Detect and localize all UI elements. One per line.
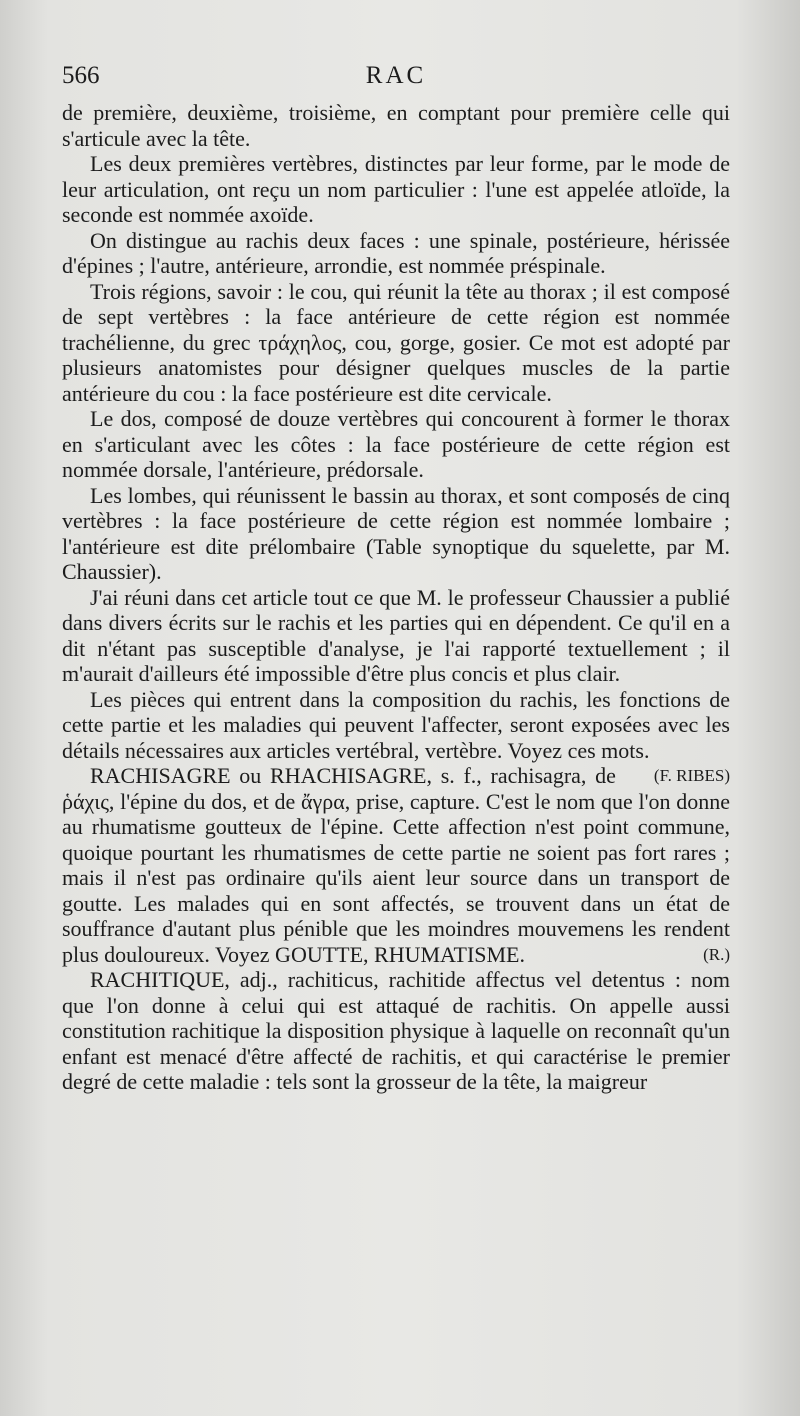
page-number: 566 xyxy=(62,62,100,89)
author-signature: (F. RIBES) xyxy=(653,766,730,785)
paragraph-with-signature xyxy=(62,686,730,785)
paragraph: Trois régions, savoir : le cou, qui réunit la tête au thorax ; il est composé de sept vertèbres : la face antérieure de cette région est nommée trachélienne, du grec τράχηλος, cou, gorge, gosier. Ce mot est adopté par plusieurs anatomistes pour désigner quelques muscles de la partie antérieure du cou : la face postérieure est dite cervicale. xyxy=(62,278,730,406)
page-header xyxy=(62,62,730,98)
body-text xyxy=(62,100,730,1095)
paragraph: Les deux premières vertèbres, distinctes par leur forme, par le mode de leur articulation, ont reçu un nom particulier : l'une est appelée atloïde, la seconde est nommée axoïde. xyxy=(62,151,730,227)
paragraph: Les pièces qui entrent dans la composition du rachis, les fonctions de cette partie et les maladies qui peuvent l'affecter, seront exposées avec les détails nécessaires aux articles vertébral, vertèbre. Voyez ces mots. xyxy=(62,686,730,763)
author-signature: (R.) xyxy=(703,944,730,964)
paragraph: Les lombes, qui réunissent le bassin au thorax, et sont composés de cinq vertèbres : la face postérieure de cette région est nommée lombaire ; l'antérieure est dite prélombaire (Table synoptique du squelette, par M. Chaussier). xyxy=(62,482,730,584)
paragraph: RACHISAGRE ou RHACHISAGRE, s. f., rachisagra, de ῥάχις, l'épine du dos, et de ἄγρα, prise, capture. C'est le nom que l'on donne au rhumatisme goutteux de l'épine. Cette affection n'est point commune, quoique pourtant les rhumatismes de cette partie ne soient pas fort rares ; mais il n'est pas ordinaire qu'ils aient leur source dans un transport de goutte. Les malades qui en sont affectés, se trouvent dans un état de souffrance d'autant plus pénible que les moindres mouvemens les rendent plus douloureux. Voyez GOUTTE, RHUMATISME. xyxy=(62,763,730,967)
paragraph: Le dos, composé de douze vertèbres qui concourent à former le thorax en s'articulant avec les côtes : la face postérieure de cette région est nommée dorsale, l'antérieure, prédorsale. xyxy=(62,406,730,482)
entry-rachisagre xyxy=(62,763,730,967)
running-head: RAC xyxy=(365,62,427,89)
entry-rachitique: RACHITIQUE, adj., rachiticus, rachitide affectus vel detentus : nom que l'on donne à celui qui est attaqué de rachitis. On appelle aussi constitution rachitique la disposition physique à laquelle on reconnaît qu'un enfant est menacé d'être affecté de rachitis, et qui caractérise le premier degré de cette maladie : tels sont la grosseur de la tête, la maigreur xyxy=(62,967,730,1094)
paragraph: J'ai réuni dans cet article tout ce que M. le professeur Chaussier a publié dans divers écrits sur le rachis et les parties qui en dépendent. Ce qu'il en a dit n'étant pas susceptible d'analyse, je l'ai rapporté textuellement ; il m'aurait d'ailleurs été impossible d'être plus concis et plus clair. xyxy=(62,584,730,686)
paragraph: de première, deuxième, troisième, en comptant pour première celle qui s'articule avec la tête. xyxy=(62,100,730,151)
paragraph: On distingue au rachis deux faces : une spinale, postérieure, hérissée d'épines ; l'autre, antérieure, arrondie, est nommée préspinale. xyxy=(62,227,730,278)
